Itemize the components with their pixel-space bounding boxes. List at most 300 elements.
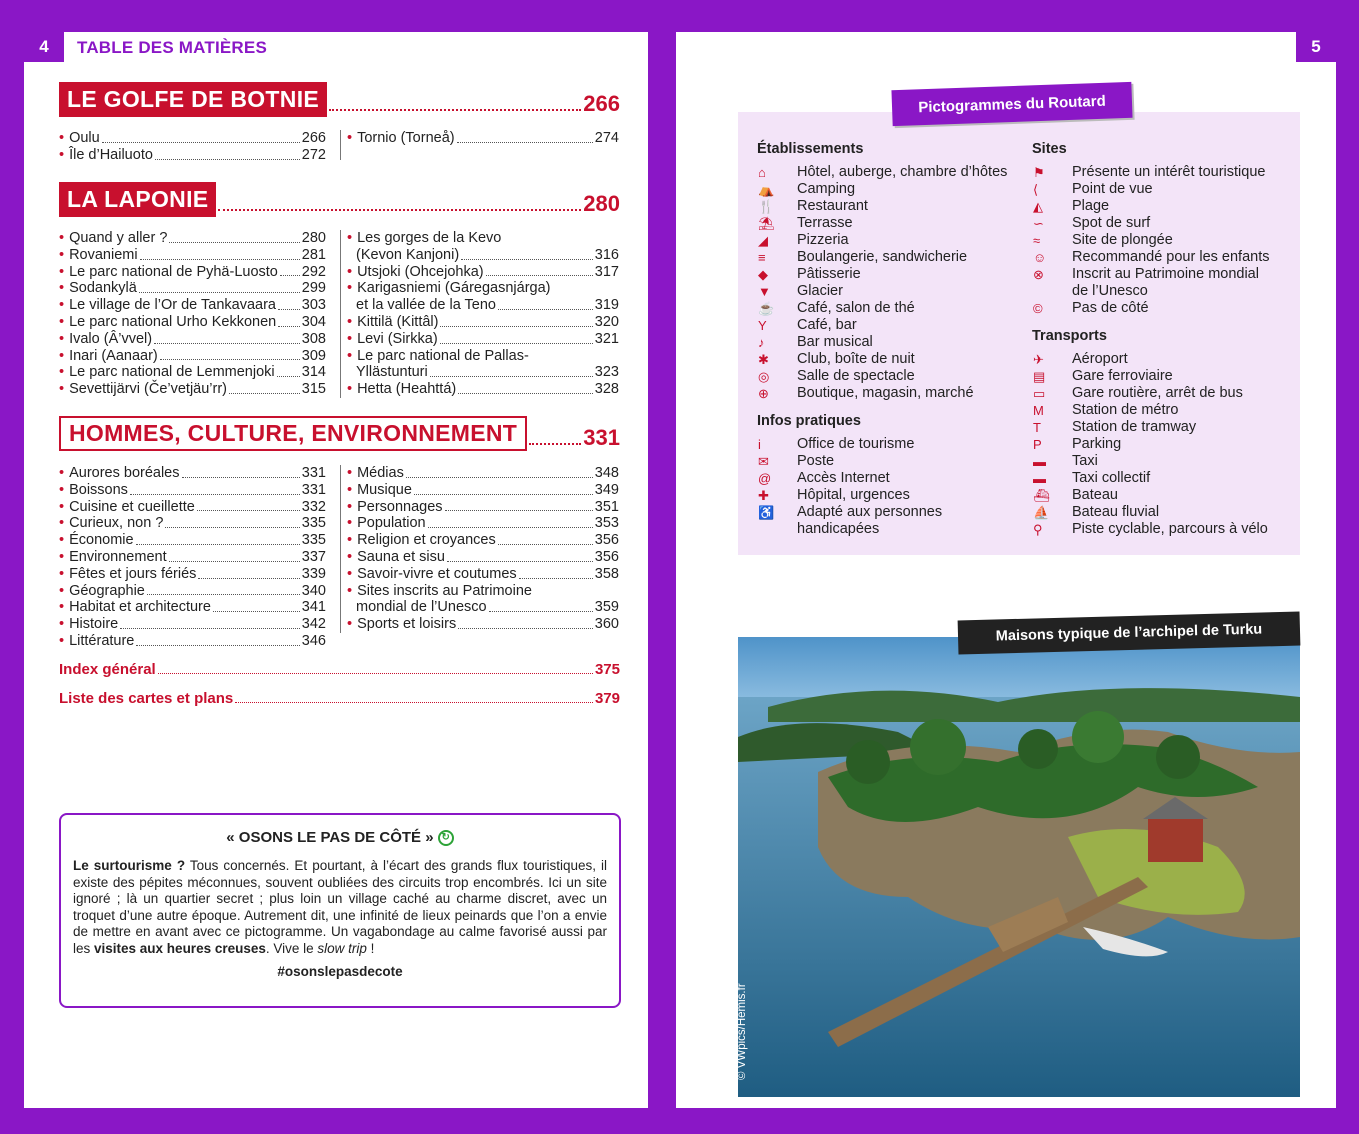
legend-item-label bbox=[1072, 181, 1153, 198]
leader-dots bbox=[447, 561, 593, 562]
toc-entry-page: 356 bbox=[594, 532, 619, 549]
toc-entry[interactable] bbox=[59, 280, 326, 297]
toc-column-right bbox=[340, 230, 619, 398]
toc-entry-continued[interactable] bbox=[347, 599, 619, 616]
toc-entry-page: 319 bbox=[594, 297, 619, 314]
toc-entry-label: Le village de l’Or de Tankavaara bbox=[69, 297, 276, 314]
toc-entry-page: 299 bbox=[301, 280, 326, 297]
toc-entry-continued[interactable] bbox=[347, 247, 619, 264]
legend-item-label bbox=[797, 198, 868, 215]
legend-item bbox=[1032, 487, 1294, 504]
legend-item-label bbox=[1072, 419, 1196, 436]
legend-item-label bbox=[1072, 249, 1269, 266]
toc-entry-label: Sevettijärvi (Če’vetjäu’rr) bbox=[69, 381, 228, 398]
toc-entry-label: Habitat et architecture bbox=[69, 599, 211, 616]
toc-entry-page: 348 bbox=[594, 465, 619, 481]
toc-entry[interactable] bbox=[59, 583, 326, 600]
legend-item bbox=[757, 181, 1027, 198]
legend-item bbox=[1032, 215, 1294, 232]
legend-label-text: Bateau bbox=[1072, 487, 1118, 503]
leader-dots bbox=[461, 259, 593, 260]
toc-entry[interactable] bbox=[59, 381, 326, 398]
legend-item bbox=[1032, 368, 1294, 385]
toc-entry-label-cont: Yllästunturi bbox=[356, 364, 428, 381]
leader-dots bbox=[136, 544, 300, 545]
pictogram-icon: ▤ bbox=[1033, 369, 1046, 384]
legend-item bbox=[757, 232, 1027, 249]
toc-entry-page: 303 bbox=[301, 297, 326, 314]
leader-dots bbox=[486, 275, 593, 276]
toc-entry-label: Kittilä (Kittâl) bbox=[357, 313, 439, 330]
legend-list bbox=[757, 164, 1027, 402]
toc-entry[interactable] bbox=[347, 549, 619, 566]
pictogram-icon: ✱ bbox=[758, 352, 769, 367]
toc-entry[interactable] bbox=[347, 616, 619, 633]
legend-label-text: Hôtel, auberge, chambre d’hôtes bbox=[797, 164, 1008, 180]
legend-item bbox=[1032, 249, 1294, 266]
legend-item-label bbox=[797, 334, 873, 351]
toc-entry[interactable] bbox=[59, 599, 326, 616]
pictogram-icon: i bbox=[758, 437, 761, 452]
legend-item-label bbox=[797, 249, 967, 266]
toc-entry-label: Sports et loisirs bbox=[357, 616, 457, 633]
toc-entry[interactable] bbox=[59, 314, 326, 331]
toc-entry[interactable] bbox=[347, 264, 619, 281]
bullet-icon: • bbox=[347, 616, 353, 633]
extra-page: 379 bbox=[594, 690, 620, 707]
legend-label-cont: handicapées bbox=[797, 521, 880, 537]
legend-item-label bbox=[797, 266, 861, 283]
leader-dots bbox=[277, 376, 300, 377]
legend-label-text: Boutique, magasin, marché bbox=[797, 385, 974, 401]
toc-entry-label: Rovaniemi bbox=[69, 246, 138, 263]
legend-label-text: Adapté aux personnes bbox=[797, 504, 943, 520]
leader-dots bbox=[158, 673, 593, 674]
section-heading-golfe[interactable] bbox=[59, 82, 620, 117]
toc-entry-label: Boissons bbox=[69, 481, 128, 498]
toc-entry[interactable] bbox=[59, 515, 326, 532]
pictogram-icon: P bbox=[1033, 437, 1042, 452]
leader-dots bbox=[169, 561, 300, 562]
toc-entry-label: Le parc national de Lemmenjoki bbox=[69, 364, 275, 381]
legend-item bbox=[757, 351, 1027, 368]
pictogram-icon: M bbox=[1033, 403, 1044, 418]
legend-label-text: Taxi collectif bbox=[1072, 470, 1151, 486]
legend-label-text: Plage bbox=[1072, 198, 1110, 214]
bullet-icon: • bbox=[347, 498, 353, 515]
bullet-icon: • bbox=[59, 297, 65, 314]
legend-col-left bbox=[757, 141, 1027, 538]
section-heading-hommes[interactable] bbox=[59, 416, 620, 451]
legend-label-text: Gare routière, arrêt de bus bbox=[1072, 385, 1243, 401]
legend-item bbox=[757, 198, 1027, 215]
toc-entry-label: Savoir-vivre et coutumes bbox=[357, 565, 517, 582]
legend-item bbox=[1032, 402, 1294, 419]
toc-entry-page: 331 bbox=[301, 465, 326, 481]
legend-label-text: Taxi bbox=[1072, 453, 1098, 469]
legend-label-text: Hôpital, urgences bbox=[797, 487, 910, 503]
legend-item-label bbox=[1072, 402, 1178, 419]
left-frame-band bbox=[0, 0, 24, 1134]
legend-label-text: Restaurant bbox=[797, 198, 868, 214]
legend-label-text: Camping bbox=[797, 181, 856, 197]
legend-item-label bbox=[797, 232, 849, 249]
legend-item-label bbox=[1072, 164, 1265, 181]
legend-label-text: Piste cyclable, parcours à vélo bbox=[1072, 521, 1268, 537]
leader-dots bbox=[229, 393, 300, 394]
bullet-icon: • bbox=[59, 246, 65, 263]
center-gutter bbox=[648, 32, 676, 1108]
toc-column-left bbox=[59, 130, 326, 164]
pictogram-icon: ✈ bbox=[1033, 352, 1044, 367]
bullet-icon: • bbox=[347, 515, 353, 532]
toc-entry-label: Le parc national Urho Kekkonen bbox=[69, 313, 277, 330]
legend-item bbox=[1032, 181, 1294, 198]
toc-entry[interactable] bbox=[59, 482, 326, 499]
toc-entry[interactable] bbox=[347, 314, 619, 331]
pictogram-icon: ▭ bbox=[1033, 386, 1046, 401]
toc-entry-page: 316 bbox=[594, 246, 619, 263]
bullet-icon: • bbox=[347, 230, 353, 246]
toc-entry-page: 353 bbox=[594, 515, 619, 532]
toc-entry[interactable] bbox=[59, 499, 326, 516]
legend-label-text: Parking bbox=[1072, 436, 1122, 452]
photo-credit: © VWpics/Hemis.fr bbox=[736, 983, 748, 1080]
legend-label-text: Station de métro bbox=[1072, 402, 1179, 418]
legend-item-label bbox=[1072, 453, 1098, 470]
legend-item-label bbox=[797, 385, 974, 402]
legend-label-text: Spot de surf bbox=[1072, 215, 1151, 231]
toc-entry-label: Le parc national de Pyhä-Luosto bbox=[69, 263, 278, 280]
leader-dots bbox=[197, 510, 300, 511]
toc-entry[interactable] bbox=[59, 247, 326, 264]
bullet-icon: • bbox=[59, 481, 65, 498]
legend-item-label bbox=[1072, 470, 1150, 487]
toc-entry-label: Géographie bbox=[69, 582, 145, 599]
toc-entry[interactable] bbox=[347, 532, 619, 549]
toc-entry-label: Oulu bbox=[69, 130, 100, 146]
toc-entry[interactable] bbox=[59, 616, 326, 633]
bullet-icon: • bbox=[59, 280, 65, 297]
legend-item-label bbox=[1072, 232, 1173, 249]
toc-entry-page: 359 bbox=[594, 599, 619, 616]
pictogram-icon: ∽ bbox=[1033, 216, 1044, 231]
section-page: 280 bbox=[583, 191, 620, 216]
legend-heading: Établissements bbox=[757, 141, 864, 157]
toc-entry-page: 309 bbox=[301, 347, 326, 364]
leader-dots bbox=[445, 510, 593, 511]
toc-entry-label: Curieux, non ? bbox=[69, 515, 164, 532]
toc-entry[interactable] bbox=[347, 348, 619, 365]
toc-entry[interactable] bbox=[347, 130, 619, 147]
pictogram-icon: ⊗ bbox=[1033, 267, 1044, 282]
leader-dots bbox=[235, 702, 593, 703]
toc-entry-label: Environnement bbox=[69, 548, 167, 565]
toc-entry[interactable] bbox=[59, 130, 326, 147]
legend-item bbox=[1032, 385, 1294, 402]
toc-entry[interactable] bbox=[347, 331, 619, 348]
extra-page: 375 bbox=[594, 661, 620, 678]
leader-dots bbox=[489, 611, 593, 612]
toc-entry-label: Karigasniemi (Gáregasnjárga) bbox=[357, 280, 551, 297]
osons-hashtag: #osonslepasdecote bbox=[277, 963, 403, 979]
pictogram-icon: ⌂ bbox=[758, 165, 766, 180]
bullet-icon: • bbox=[347, 532, 353, 549]
legend-item bbox=[1032, 419, 1294, 436]
pictogram-icon: 🍴 bbox=[758, 199, 775, 214]
toc-entry-page: 341 bbox=[301, 599, 326, 616]
legend-item bbox=[1032, 470, 1294, 487]
toc-entry-page: 314 bbox=[301, 364, 326, 381]
toc-entry[interactable] bbox=[59, 465, 326, 482]
pictogram-icon: ◎ bbox=[758, 369, 770, 384]
bottom-frame-band bbox=[0, 1108, 1359, 1134]
toc-entry-label: Médias bbox=[357, 465, 404, 481]
bullet-icon: • bbox=[59, 313, 65, 330]
pictogram-icon: ▼ bbox=[758, 284, 771, 299]
legend-item bbox=[1032, 436, 1294, 453]
bullet-icon: • bbox=[347, 330, 353, 347]
toc-entry-label: Sodankylä bbox=[69, 280, 137, 297]
toc-entry[interactable] bbox=[347, 583, 619, 600]
bullet-icon: • bbox=[59, 263, 65, 280]
toc-entry-label: Tornio (Torneå) bbox=[357, 130, 455, 146]
leader-dots bbox=[414, 494, 593, 495]
toc-entry[interactable] bbox=[59, 147, 326, 164]
pictogram-icon: ♪ bbox=[758, 335, 765, 350]
legend-item bbox=[1032, 198, 1294, 215]
toc-entry[interactable] bbox=[59, 264, 326, 281]
legend-item bbox=[1032, 164, 1294, 181]
pictogram-icon: ⛺ bbox=[758, 182, 775, 197]
legend-label-cont: de l’Unesco bbox=[1072, 283, 1148, 299]
leader-dots bbox=[278, 309, 300, 310]
bullet-icon: • bbox=[347, 130, 353, 146]
legend-item-label bbox=[1072, 368, 1173, 385]
toc-entry-label: Fêtes et jours fériés bbox=[69, 565, 197, 582]
toc-entry[interactable] bbox=[59, 532, 326, 549]
toc-entry-label: Le parc national de Pallas- bbox=[357, 347, 529, 364]
legend-item-label bbox=[1072, 436, 1121, 453]
pictogram-icon: ⊕ bbox=[758, 386, 769, 401]
toc-entry[interactable] bbox=[59, 348, 326, 365]
legend-label-text: Pâtisserie bbox=[797, 266, 861, 282]
legend-label-text: Salle de spectacle bbox=[797, 368, 915, 384]
legend-label-text: Station de tramway bbox=[1072, 419, 1197, 435]
legend-item-label bbox=[1072, 300, 1149, 317]
bullet-icon: • bbox=[59, 330, 65, 347]
running-title: TABLE DES MATIÈRES bbox=[77, 38, 267, 57]
leader-dots bbox=[458, 628, 593, 629]
legend-item-label bbox=[797, 453, 834, 470]
toc-entry-page: 331 bbox=[301, 481, 326, 498]
bullet-icon: • bbox=[347, 565, 353, 582]
toc-entry[interactable] bbox=[347, 499, 619, 516]
legend-item bbox=[757, 436, 1027, 453]
legend-label-text: Présente un intérêt touristique bbox=[1072, 164, 1266, 180]
legend-item bbox=[757, 487, 1027, 504]
toc-entry[interactable] bbox=[59, 633, 326, 650]
bullet-icon: • bbox=[59, 364, 65, 381]
toc-entry-page: 340 bbox=[301, 582, 326, 599]
toc-entry-continued[interactable] bbox=[347, 364, 619, 381]
osons-text: Le surtourisme ? Tous concernés. Et pourtant, à l’écart des grands flux touristiques, il existe des pépites méconnues, souvent oubliées des circuits trop encombrés. Ici un site ignoré ; là un quartier secret ; plus loin un village caché au charme discret, avec un troquet d’une autre époque. Autrement dit, une infinité de lieux peinards que l’on a envie de mettre en avant avec ce pictogramme. Un vagabondage au calme favorisé aussi par les visites aux heures creuses. Vive le slow trip ! bbox=[73, 858, 607, 956]
toc-entry[interactable] bbox=[347, 280, 619, 297]
toc-entry[interactable] bbox=[59, 297, 326, 314]
legend-label-text: Terrasse bbox=[797, 215, 853, 231]
toc-entry-label: Hetta (Heahttá) bbox=[357, 381, 457, 398]
toc-entry-page: 351 bbox=[594, 498, 619, 515]
leader-dots bbox=[457, 142, 593, 143]
liste-cartes-link[interactable] bbox=[59, 690, 620, 707]
legend-item-label bbox=[1072, 215, 1150, 232]
toc-entry-page: 308 bbox=[301, 330, 326, 347]
legend-item-label bbox=[1072, 487, 1118, 504]
pictogram-icon: ✚ bbox=[758, 488, 769, 503]
legend-item bbox=[1032, 300, 1294, 317]
toc-entry[interactable] bbox=[347, 482, 619, 499]
toc-entry-label-cont: (Kevon Kanjoni) bbox=[356, 246, 460, 263]
pictogram-icon: ▬ bbox=[1033, 454, 1046, 469]
legend-label-text: Boulangerie, sandwicherie bbox=[797, 249, 968, 265]
legend-label-text: Accès Internet bbox=[797, 470, 890, 486]
pictogram-icon: ◭ bbox=[1033, 199, 1043, 214]
leader-dots bbox=[169, 242, 299, 243]
pictogram-icon: T bbox=[1033, 420, 1041, 435]
toc-entry-continued[interactable] bbox=[347, 297, 619, 314]
photo-caption: Maisons typique de l’archipel de Turku bbox=[958, 612, 1301, 655]
toc-entry[interactable] bbox=[59, 230, 326, 247]
toc-entry-label: Musique bbox=[357, 481, 412, 498]
toc-entry-page: 292 bbox=[301, 263, 326, 280]
legend-label-text: Bateau fluvial bbox=[1072, 504, 1160, 520]
bullet-icon: • bbox=[347, 280, 353, 297]
left-page-number: 4 bbox=[24, 32, 64, 62]
pictogram-icon: ⟨ bbox=[1033, 182, 1039, 197]
leader-dots bbox=[428, 527, 593, 528]
pictogram-icon: ⚑ bbox=[1033, 165, 1045, 180]
legend-label-text: Gare ferroviaire bbox=[1072, 368, 1173, 384]
bullet-icon: • bbox=[347, 313, 353, 330]
toc-entry-page: 317 bbox=[594, 263, 619, 280]
toc-entry-page: 266 bbox=[301, 130, 326, 146]
toc-entry-label: Histoire bbox=[69, 616, 119, 633]
pictogram-icon: ☕ bbox=[758, 301, 775, 316]
legend-list bbox=[1032, 164, 1294, 317]
legend-label-text: Inscrit au Patrimoine mondial bbox=[1072, 266, 1259, 282]
toc-entry[interactable] bbox=[59, 331, 326, 348]
leader-dots bbox=[280, 275, 300, 276]
leader-dots bbox=[218, 209, 581, 211]
toc-entry-page: 281 bbox=[301, 246, 326, 263]
pictogram-icon: ⛵ bbox=[1033, 505, 1050, 520]
toc-entry[interactable] bbox=[347, 381, 619, 398]
toc-entry-label: Religion et croyances bbox=[357, 532, 496, 549]
leader-dots bbox=[198, 578, 299, 579]
toc-entry-label: Île d’Hailuoto bbox=[69, 146, 153, 163]
bullet-icon: • bbox=[59, 616, 65, 633]
section-title: LE GOLFE DE BOTNIE bbox=[59, 82, 327, 117]
bullet-icon: • bbox=[59, 130, 65, 146]
legend-item-label bbox=[797, 300, 915, 317]
legend-col-right bbox=[1032, 141, 1294, 538]
toc-entry-page: 358 bbox=[594, 565, 619, 582]
toc-column-right bbox=[340, 130, 619, 160]
toc-entry[interactable] bbox=[347, 465, 619, 482]
leader-dots bbox=[154, 343, 300, 344]
leader-dots bbox=[136, 645, 299, 646]
toc-entry[interactable] bbox=[347, 230, 619, 247]
toc-entry-page: 320 bbox=[594, 313, 619, 330]
toc-entry[interactable] bbox=[347, 515, 619, 532]
leader-dots bbox=[130, 494, 300, 495]
bullet-icon: • bbox=[347, 381, 353, 398]
toc-entry[interactable] bbox=[59, 549, 326, 566]
legend-item bbox=[757, 266, 1027, 283]
legend-label-text: Aéroport bbox=[1072, 351, 1128, 367]
toc-entry-page: 356 bbox=[594, 548, 619, 565]
toc-entry[interactable] bbox=[347, 566, 619, 583]
legend-label-text: Site de plongée bbox=[1072, 232, 1173, 248]
toc-entry[interactable] bbox=[59, 364, 326, 381]
legend-label-text: Bar musical bbox=[797, 334, 873, 350]
extra-label: Liste des cartes et plans bbox=[59, 690, 234, 707]
bullet-icon: • bbox=[59, 347, 65, 364]
legend-label-text: Glacier bbox=[797, 283, 843, 299]
legend-item-label bbox=[797, 487, 910, 504]
toc-entry[interactable] bbox=[59, 566, 326, 583]
legend-label-text: Pizzeria bbox=[797, 232, 849, 248]
leader-dots bbox=[529, 443, 581, 445]
leader-dots bbox=[120, 628, 300, 629]
legend-item bbox=[1032, 266, 1294, 300]
legend-item bbox=[757, 368, 1027, 385]
pictogram-icon: @ bbox=[758, 471, 772, 486]
section-title: HOMMES, CULTURE, ENVIRONNEMENT bbox=[59, 416, 527, 451]
index-general-link[interactable] bbox=[59, 661, 620, 678]
toc-column-left bbox=[59, 230, 326, 398]
legend-heading: Sites bbox=[1032, 141, 1067, 157]
legend-item bbox=[757, 300, 1027, 317]
toc-entry-page: 328 bbox=[594, 381, 619, 398]
legend-item bbox=[1032, 504, 1294, 521]
legend-item-label bbox=[797, 283, 843, 300]
toc-entry-page: 315 bbox=[301, 381, 326, 398]
pictogram-icon: ⚲ bbox=[1033, 522, 1043, 537]
legend-item-label bbox=[797, 164, 1007, 181]
toc-entry-label-cont: mondial de l’Unesco bbox=[356, 599, 487, 616]
leader-dots bbox=[213, 611, 300, 612]
toc-entry-page: 346 bbox=[301, 632, 326, 649]
toc-entry-label: Inari (Aanaar) bbox=[69, 347, 158, 364]
toc-entry-page: 360 bbox=[594, 616, 619, 633]
bullet-icon: • bbox=[59, 548, 65, 565]
toc-entry-label: Littérature bbox=[69, 632, 135, 649]
section-heading-laponie[interactable] bbox=[59, 182, 620, 217]
leader-dots bbox=[406, 477, 593, 478]
leader-dots bbox=[519, 578, 593, 579]
legend-item bbox=[757, 215, 1027, 232]
pictogram-icon: ≈ bbox=[1033, 233, 1041, 248]
bullet-icon: • bbox=[59, 498, 65, 515]
legend-label-text: Point de vue bbox=[1072, 181, 1153, 197]
legend-item bbox=[1032, 453, 1294, 470]
legend-item-label bbox=[797, 504, 942, 538]
legend-item-label bbox=[797, 470, 890, 487]
bullet-icon: • bbox=[347, 481, 353, 498]
bullet-icon: • bbox=[59, 532, 65, 549]
legend-item-label bbox=[1072, 504, 1159, 521]
